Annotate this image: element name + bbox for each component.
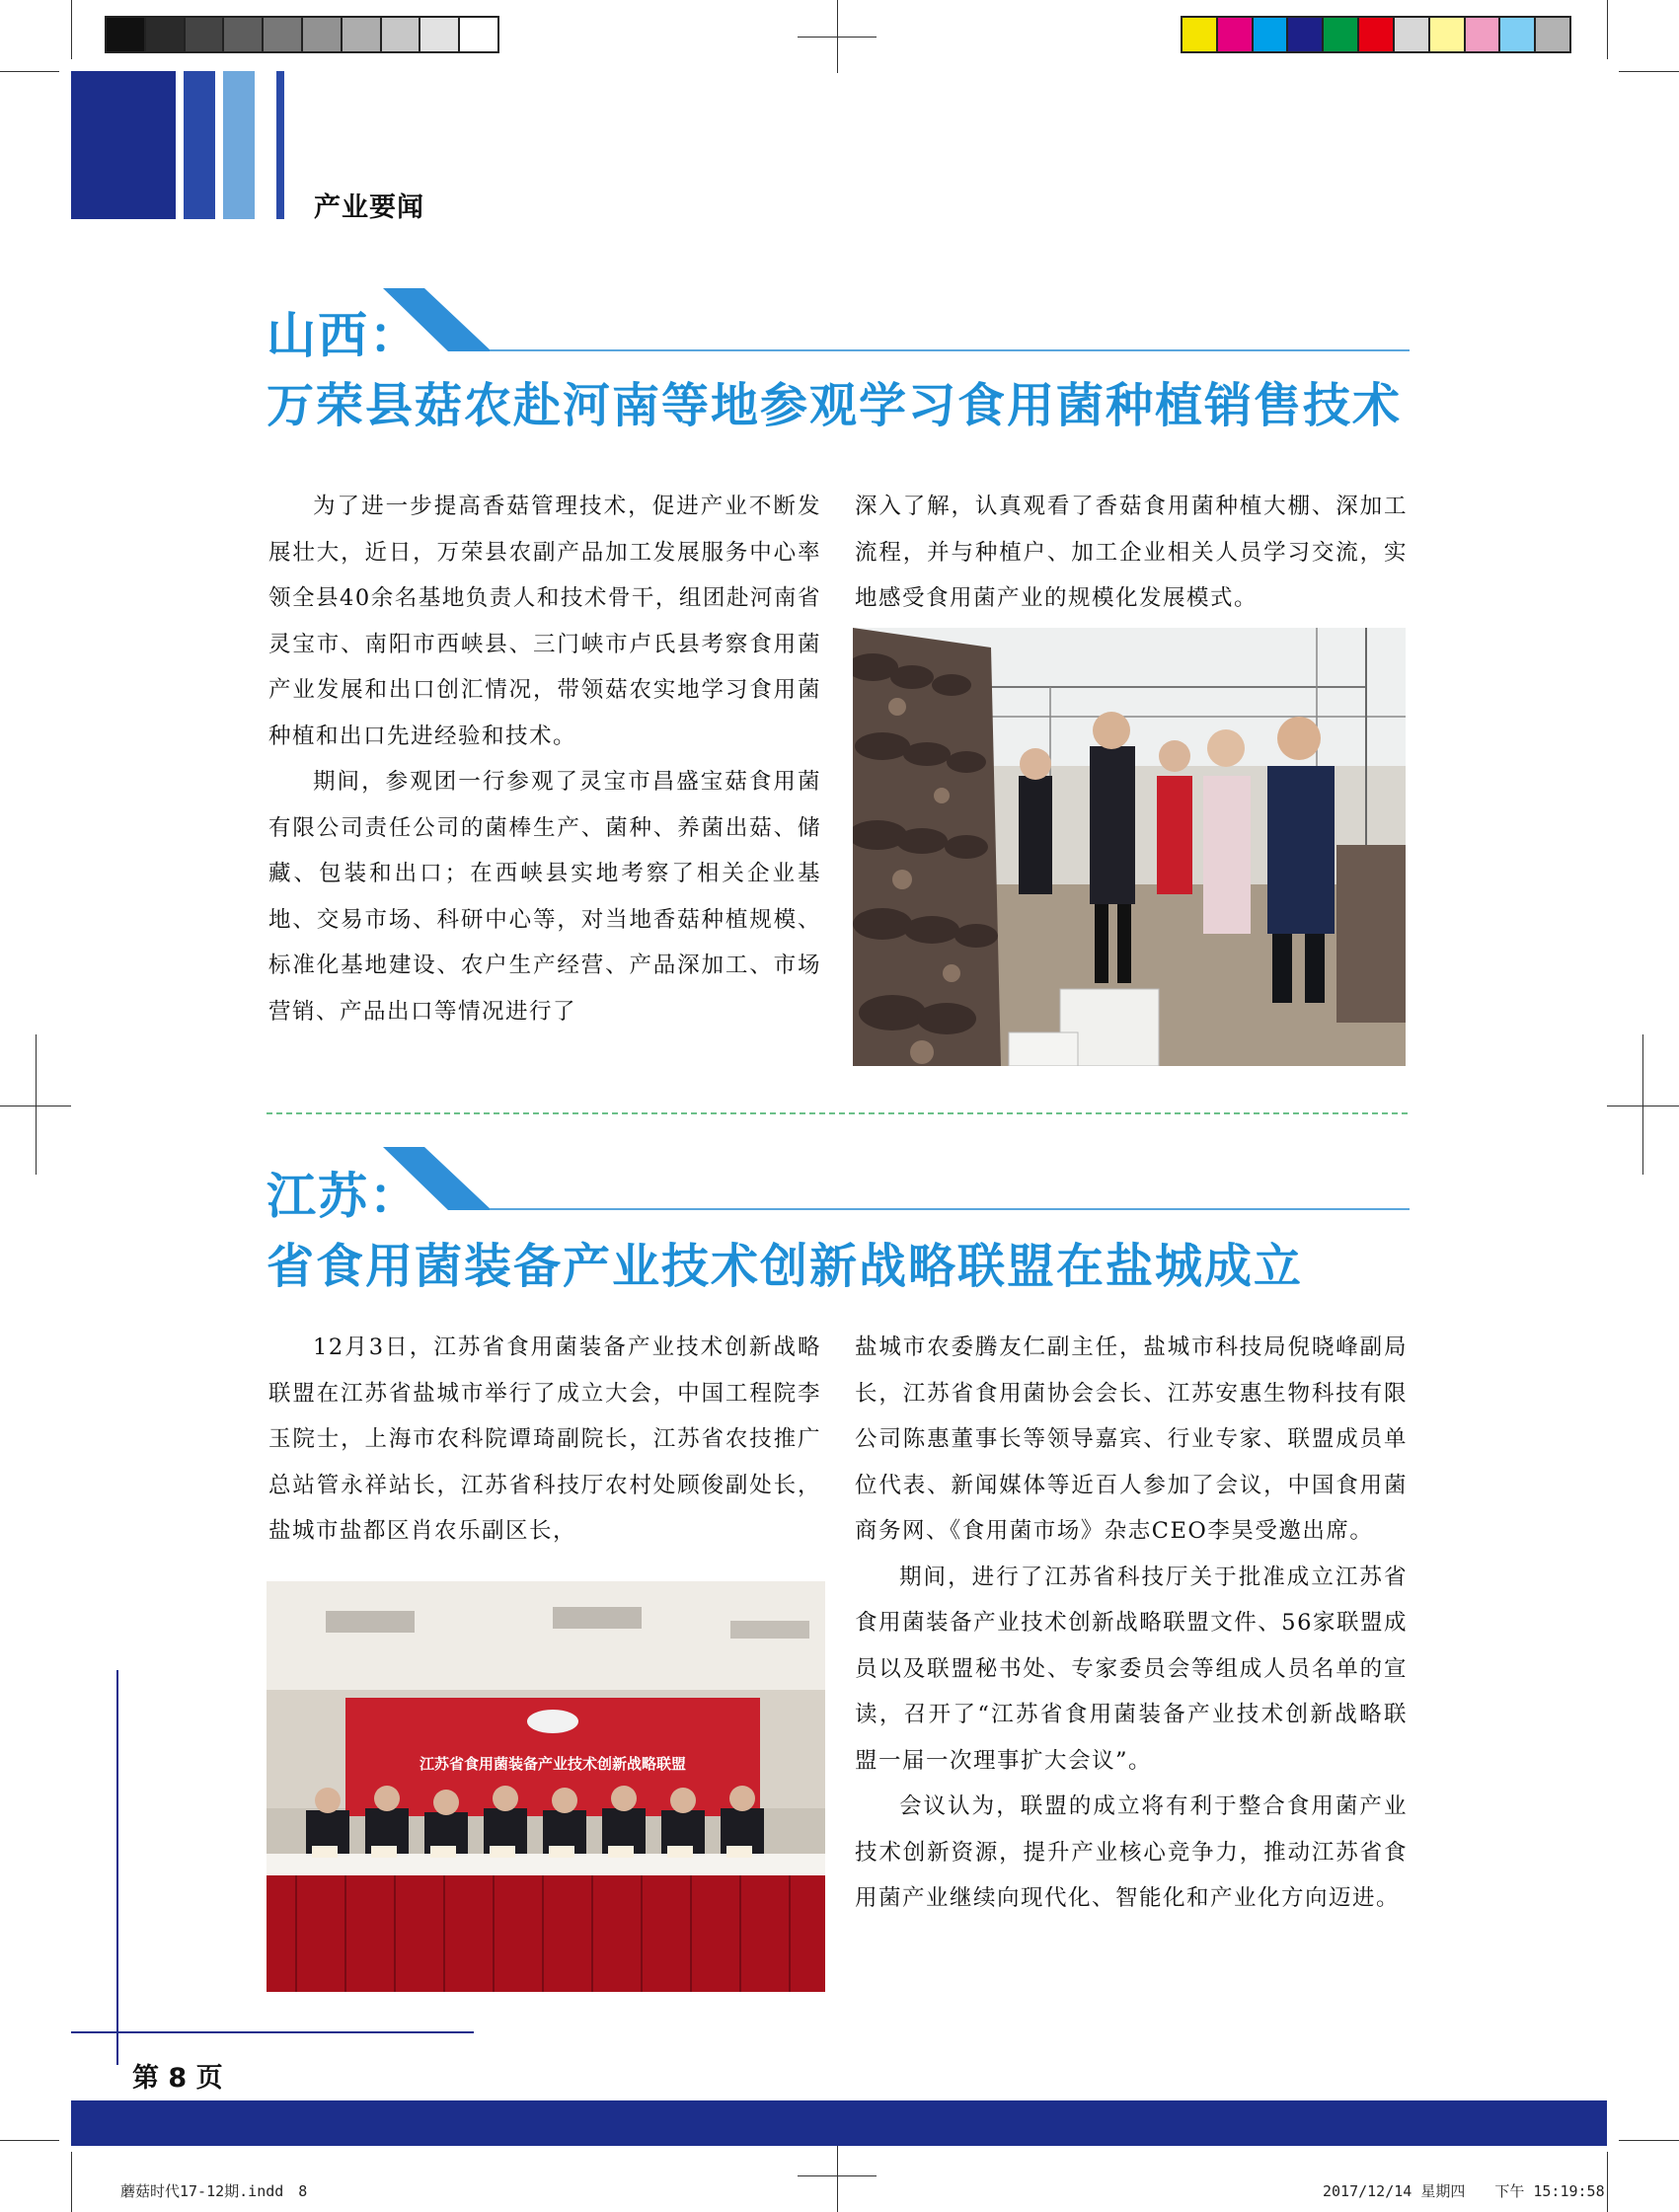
conference-photo [267, 1581, 825, 1992]
color-swatch [264, 18, 303, 51]
crop-mark [0, 2140, 59, 2141]
section-label: 产业要闻 [314, 192, 424, 223]
color-swatch [382, 18, 421, 51]
title-rule [490, 1208, 1410, 1210]
color-swatch [1500, 18, 1536, 51]
color-swatch [1254, 18, 1289, 51]
color-swatch [303, 18, 343, 51]
crop-mark [36, 1034, 37, 1175]
article2-region: 江苏： [267, 1167, 420, 1225]
color-swatch [146, 18, 186, 51]
color-swatch [460, 18, 497, 51]
header-bar-thin [276, 71, 284, 219]
paragraph: 12月3日，江苏省食用菌装备产业技术创新战略联盟在江苏省盐城市举行了成立大会，中国工程院李玉院士，上海市农科院谭琦副院长，江苏省农技推广总站管永祥站长，江苏省科技厅农村处顾俊副处长，盐城市盐都区肖农乐副区长， [268, 1335, 821, 1544]
title-slash-decoration [383, 1147, 501, 1212]
footer-vertical-rule [116, 1670, 118, 2065]
crop-mark [71, 0, 72, 59]
crop-mark [1607, 2152, 1608, 2212]
grayscale-color-bar [105, 16, 499, 53]
crop-mark [1619, 2140, 1679, 2141]
header-bar-blue [184, 71, 215, 219]
color-swatch [1324, 18, 1359, 51]
color-swatch [1359, 18, 1395, 51]
color-swatch [224, 18, 264, 51]
article1-headline: 万荣县菇农赴河南等地参观学习食用菌种植销售技术 [267, 378, 1403, 433]
crop-mark [1607, 0, 1608, 59]
crop-mark [798, 2175, 877, 2176]
color-swatch [343, 18, 382, 51]
footer-horizontal-rule [71, 2031, 474, 2033]
title-slash-decoration [383, 288, 501, 353]
article2-headline: 省食用菌装备产业技术创新战略联盟在盐城成立 [267, 1239, 1304, 1294]
crop-mark [1619, 71, 1679, 72]
article2-col-left [268, 1325, 821, 1555]
article1-region: 山西： [267, 306, 420, 364]
color-swatch [1288, 18, 1324, 51]
crop-mark [798, 37, 877, 38]
crop-mark [1642, 1034, 1643, 1175]
color-swatch [107, 18, 146, 51]
article1-col-left [268, 484, 821, 1034]
color-swatch [1395, 18, 1430, 51]
crop-mark [71, 2152, 72, 2212]
color-swatch [186, 18, 225, 51]
paragraph: 期间，参观团一行参观了灵宝市昌盛宝菇食用菌有限公司责任公司的菌棒生产、菌种、养菌出菇、储藏、包装和出口；在西峡县实地考察了相关企业基地、交易市场、科研中心等，对当地香菇种植规模、标准化基地建设、农户生产经营、产品深加工、市场营销、产品出口等情况进行了 [268, 769, 821, 1025]
paragraph: 盐城市农委腾友仁副主任，盐城市科技局倪晓峰副局长，江苏省食用菌协会会长、江苏安惠生物科技有限公司陈惠董事长等领导嘉宾、行业专家、联盟成员单位代表、新闻媒体等近百人参加了会议，中国食用菌商务网、《食用菌市场》杂志CEO李昊受邀出席。 [855, 1335, 1408, 1544]
color-swatch [420, 18, 460, 51]
paragraph: 深入了解，认真观看了香菇食用菌种植大棚、深加工流程，并与种植户、加工企业相关人员学习交流，实地感受食用菌产业的规模化发展模式。 [855, 494, 1408, 611]
header-bar-navy [71, 71, 176, 219]
paragraph: 为了进一步提高香菇管理技术，促进产业不断发展壮大，近日，万荣县农副产品加工发展服务中心率领全县40余名基地负责人和技术骨干，组团赴河南省灵宝市、南阳市西峡县、三门峡市卢氏县考察食用菌产业发展和出口创汇情况，带领菇农实地学习食用菌种植和出口先进经验和技术。 [268, 494, 821, 749]
greenhouse-photo [853, 628, 1406, 1066]
file-slug: 蘑菇时代17-12期.indd 8 [120, 2182, 308, 2200]
title-rule [490, 349, 1410, 351]
article1-col-right [855, 484, 1408, 622]
page-number: 第 8 页 [132, 2063, 223, 2094]
print-timestamp: 2017/12/14 星期四 下午 15:19:58 [1323, 2182, 1605, 2200]
color-swatch [1536, 18, 1569, 51]
cmyk-color-bar [1181, 16, 1571, 53]
header-bar-light [223, 71, 255, 219]
article-divider [267, 1112, 1408, 1114]
color-swatch [1183, 18, 1218, 51]
color-swatch [1218, 18, 1254, 51]
color-swatch [1430, 18, 1466, 51]
color-swatch [1466, 18, 1501, 51]
paragraph: 会议认为，联盟的成立将有利于整合食用菌产业技术创新资源，提升产业核心竞争力，推动江苏省食用菌产业继续向现代化、智能化和产业化方向迈进。 [855, 1793, 1408, 1911]
banner-text: 江苏省食用菌装备产业技术创新战略联盟 [419, 1756, 687, 1773]
footer-band [71, 2100, 1607, 2146]
article2-col-right [855, 1325, 1408, 1922]
paragraph: 期间，进行了江苏省科技厅关于批准成立江苏省食用菌装备产业技术创新战略联盟文件、56家联盟成员以及联盟秘书处、专家委员会等组成人员名单的宣读，召开了“江苏省食用菌装备产业技术创新战略联盟一届一次理事扩大会议”。 [855, 1564, 1408, 1774]
crop-mark [0, 71, 59, 72]
